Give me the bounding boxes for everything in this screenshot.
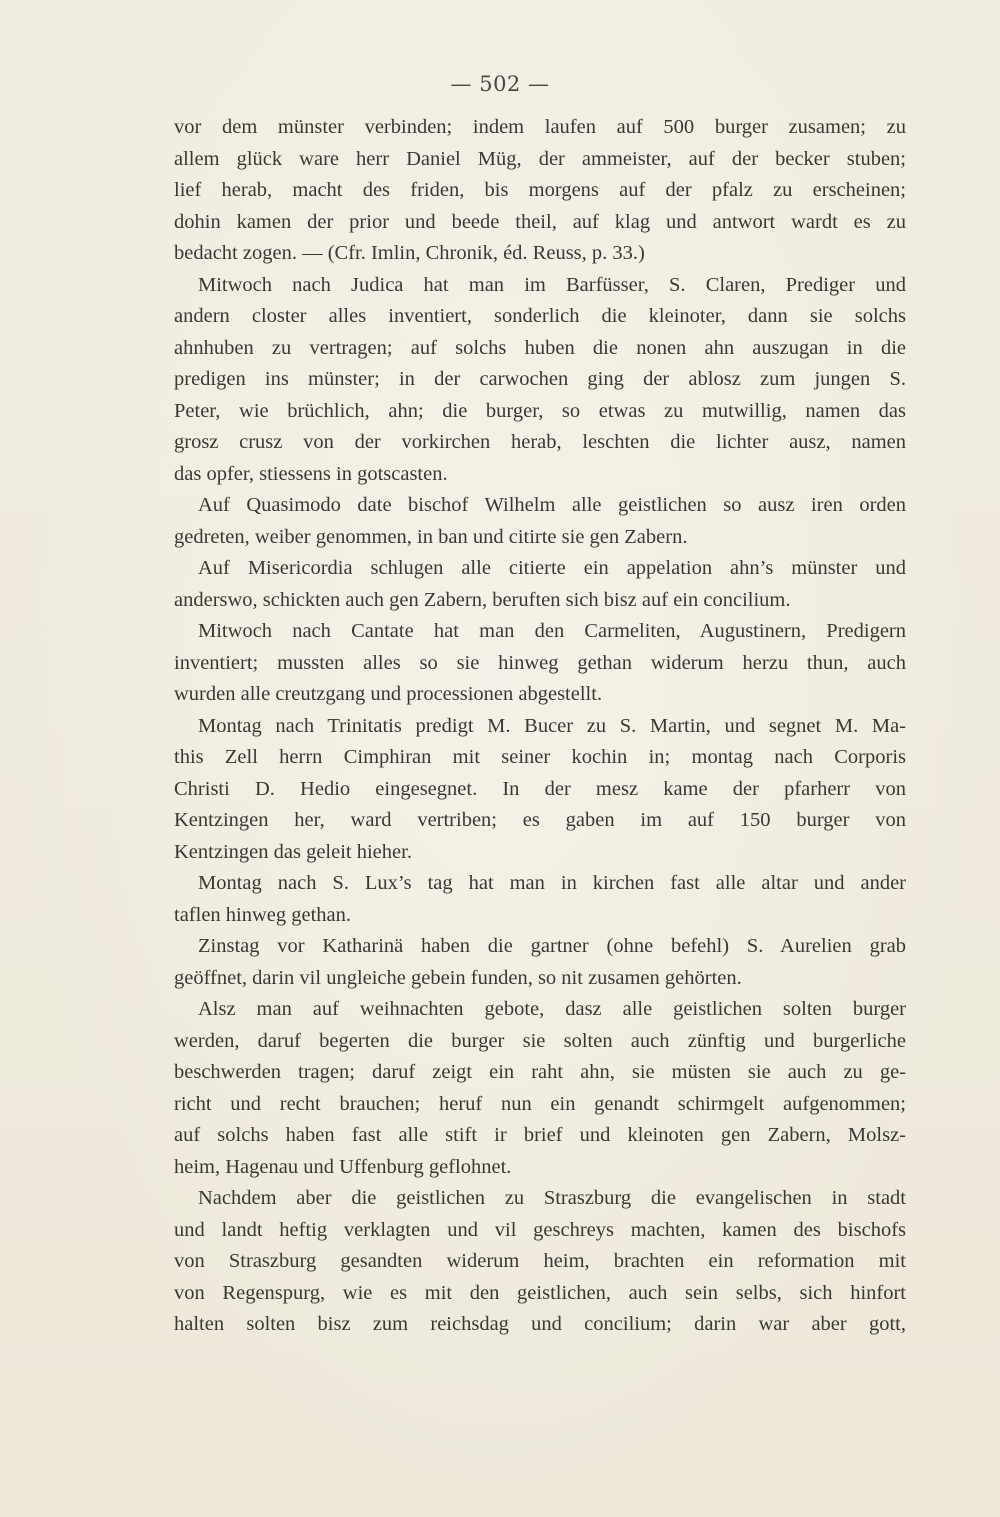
text-line: grosz crusz von der vorkirchen herab, leschten die lichter ausz, namen: [174, 431, 906, 453]
text-line: beschwerden tragen; daruf zeigt ein raht ahn, sie müsten sie auch zu ge-: [174, 1061, 906, 1083]
text-line: anderswo, schickten auch gen Zabern, beruften sich bisz auf ein concilium.: [174, 588, 791, 611]
body-text: [174, 112, 906, 1341]
text-line: geöffnet, darin vil ungleiche gebein funden, so nit zusamen gehörten.: [174, 966, 742, 989]
text-line: wurden alle creutzgang und processionen abgestellt.: [174, 683, 603, 705]
text-line: Mitwoch nach Judica hat man im Barfüsser, S. Claren, Prediger und: [198, 273, 906, 296]
text-line: this Zell herrn Cimphiran mit seiner kochin in; montag nach Corporis: [174, 746, 906, 768]
text-line: Auf Misericordia schlugen alle citierte ein appelation ahn’s münster und: [198, 557, 906, 579]
text-line: Montag nach Trinitatis predigt M. Bucer zu S. Martin, und segnet M. Ma-: [198, 714, 906, 737]
text-line: Auf Quasimodo date bischof Wilhelm alle geistlichen so ausz iren orden: [198, 494, 906, 516]
text-line: lief herab, macht des friden, bis morgens auf der pfalz zu erscheinen;: [174, 179, 906, 201]
text-line: inventiert; mussten alles so sie hinweg gethan widerum herzu thun, auch: [174, 651, 906, 674]
text-line: halten solten bisz zum reichsdag und concilium; darin war aber gott,: [174, 1313, 906, 1335]
text-line: predigen ins münster; in der carwochen ging der ablosz zum jungen S.: [174, 368, 906, 390]
text-line: Alsz man auf weihnachten gebote, dasz alle geistlichen solten burger: [198, 998, 906, 1020]
text-line: Kentzingen das geleit hieher.: [174, 840, 412, 863]
text-line: andern closter alles inventiert, sonderlich die kleinoter, dann sie solchs: [174, 305, 906, 327]
text-line: Montag nach S. Lux’s tag hat man in kirchen fast alle altar und ander: [198, 872, 906, 894]
text-line: vor dem münster verbinden; indem laufen auf 500 burger zusamen; zu: [174, 116, 906, 138]
text-line: auf solchs haben fast alle stift ir brief und kleinoten gen Zabern, Molsz-: [174, 1124, 906, 1146]
text-line: Zinstag vor Katharinä haben die gartner (ohne befehl) S. Aurelien grab: [198, 935, 906, 957]
text-line: bedacht zogen. — (Cfr. Imlin, Chronik, éd. Reuss, p. 33.): [174, 242, 645, 264]
text-line: werden, daruf begerten die burger sie solten auch zünftig und burgerliche: [174, 1029, 906, 1052]
text-line: gedreten, weiber genommen, in ban und citirte sie gen Zabern.: [174, 525, 688, 548]
text-line: und landt heftig verklagten und vil geschreys machten, kamen des bischofs: [174, 1218, 906, 1241]
text-line: Kentzingen her, ward vertriben; es gaben im auf 150 burger von: [174, 809, 906, 831]
text-line: dohin kamen der prior und beede theil, auf klag und antwort wardt es zu: [174, 210, 906, 233]
text-line: Peter, wie brüchlich, ahn; die burger, so etwas zu mutwillig, namen das: [174, 399, 906, 422]
text-line: das opfer, stiessens in gotscasten.: [174, 462, 448, 485]
text-line: Nachdem aber die geistlichen zu Straszburg die evangelischen in stadt: [198, 1187, 906, 1209]
text-line: ahnhuben zu vertragen; auf solchs huben die nonen ahn auszugan in die: [174, 336, 906, 359]
text-line: allem glück ware herr Daniel Müg, der ammeister, auf der becker stuben;: [174, 147, 906, 170]
text-line: von Straszburg gesandten widerum heim, brachten ein reformation mit: [174, 1250, 906, 1272]
text-line: taflen hinweg gethan.: [174, 903, 352, 926]
text-line: heim, Hagenau und Uffenburg geflohnet.: [174, 1155, 512, 1178]
text-line: von Regenspurg, wie es mit den geistlichen, auch sein selbs, sich hinfort: [174, 1281, 906, 1304]
page-number: — 502 —: [450, 72, 550, 96]
text-line: Christi D. Hedio eingesegnet. In der mesz kame der pfarherr von: [174, 777, 906, 800]
text-line: Mitwoch nach Cantate hat man den Carmeliten, Augustinern, Predigern: [198, 620, 906, 642]
text-line: richt und recht brauchen; heruf nun ein genandt schirmgelt aufgenommen;: [174, 1092, 906, 1115]
